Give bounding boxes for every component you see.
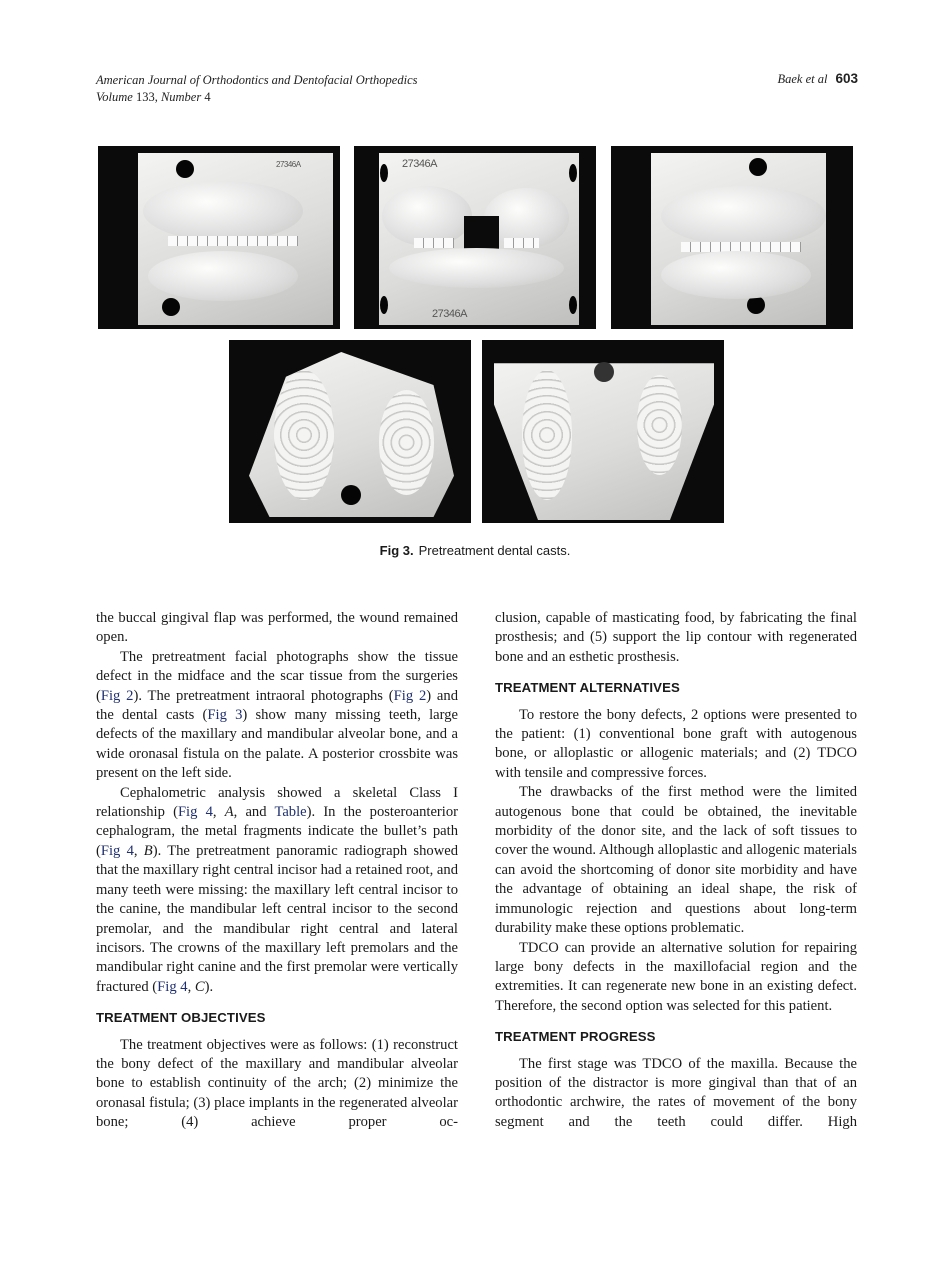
table-link[interactable]: Table — [274, 804, 307, 821]
left-column — [96, 609, 458, 1133]
photo-mandibular-occlusal-cast — [482, 340, 724, 523]
journal-volume: Volume 133, Number 4 — [96, 90, 211, 104]
photo-frontal-occlusion-cast: 27346A 27346A — [354, 146, 596, 329]
paragraph: TDCO can provide an alternative solution for repairing large bony defects in the maxillofacial region and the extremities. It can regenerate new bone in an existing defect. Therefore, the second option was selected for this patient. — [495, 939, 857, 1014]
fig-4-link[interactable]: Fig 4 — [177, 804, 213, 821]
right-column — [495, 609, 857, 1132]
running-header-journal — [96, 72, 418, 106]
photo-left-lateral-occlusion-cast — [611, 146, 853, 329]
photo-maxillary-occlusal-cast — [229, 340, 471, 523]
fig-2-link[interactable]: Fig 2 — [100, 687, 134, 704]
paragraph: Cephalometric analysis showed a skeletal Class I relationship (Fig 4, A, and Table). In the posteroanterior cephalogram, the metal fragments indicate the bullet’s path (Fig 4, B). The pretreatment panoramic radiograph showed that the maxillary right central incisor had a retained root, and many teeth were missing: the maxillary left central incisor to the canine, the mandibular left central incisor to the second premolar, and the mandibular right central and lateral incisors. The crowns of the maxillary left premolars and the mandibular right canine and the first premolar were vertically fractured (Fig 4, C). — [96, 784, 459, 995]
figure-caption — [0, 543, 950, 558]
fig-4-link[interactable]: Fig 4 — [157, 978, 188, 995]
section-heading-treatment-objectives: TREATMENT OBJECTIVES — [96, 1010, 266, 1026]
section-heading-treatment-progress: TREATMENT PROGRESS — [495, 1029, 656, 1045]
fig-3-link[interactable]: Fig 3 — [207, 707, 243, 724]
fig-4-link[interactable]: Fig 4 — [100, 842, 134, 859]
paragraph: The drawbacks of the first method were the limited autogenous bone that could be obtained, the inevitable morbidity of the donor site, and the lack of soft tissues to cover the wound. Although alloplastic and allogenic materials can avoid the shortcoming of donor site morbidity and have the advantage of obtaining an ideal shape, the risk of immunologic rejection and questions about long-term durability make these options problematic. — [495, 784, 857, 937]
paragraph: To restore the bony defects, 2 options were presented to the patient: (1) conventional bone graft with autogenous bone, or alloplastic or allogenic materials; and (2) TDCO with tensile and compressive forces. — [495, 706, 857, 781]
figure-label: Fig 3. — [379, 543, 414, 558]
figure-caption-text: Pretreatment dental casts. — [418, 543, 571, 558]
paragraph: the buccal gingival flap was performed, the wound remained open. — [96, 610, 458, 646]
journal-title: American Journal of Orthodontics and Dentofacial Orthopedics — [96, 73, 418, 87]
paragraph: The pretreatment facial photographs show the tissue defect in the midface and the scar tissue from the surgeries (Fig 2). The pretreatment intraoral photographs (Fig 2) and the dental casts (Fig 3) show many missing teeth, large defects of the maxillary and mandibular alveolar bone, and a wide oronasal fistula on the palate. A posterior crossbite was present on the left side. — [96, 648, 458, 782]
fig-2-link[interactable]: Fig 2 — [393, 687, 427, 704]
paragraph: The first stage was TDCO of the maxilla. Because the position of the distractor is more gingival than that of an orthodontic archwire, the rates of movement of the bony segment and the teeth could differ. High — [495, 1055, 857, 1130]
paragraph: The treatment objectives were as follows: (1) reconstruct the bony defect of the maxillary and mandibular alveolar bone to establish continuity of the arch; (2) minimize the oronasal fistula; (3) place implants in the regenerated alveolar bone; (4) achieve proper oc- — [96, 1036, 458, 1131]
photo-right-lateral-occlusion-cast: 27346A — [98, 146, 340, 329]
running-header-page — [777, 71, 858, 87]
page-number: 603 — [835, 71, 858, 86]
running-header-authors: Baek et al — [777, 72, 828, 86]
section-heading-treatment-alternatives: TREATMENT ALTERNATIVES — [495, 680, 680, 696]
paragraph: clusion, capable of masticating food, by fabricating the final prosthesis; and (5) support the lip contour with regenerated bone and an esthetic prosthesis. — [495, 610, 857, 665]
